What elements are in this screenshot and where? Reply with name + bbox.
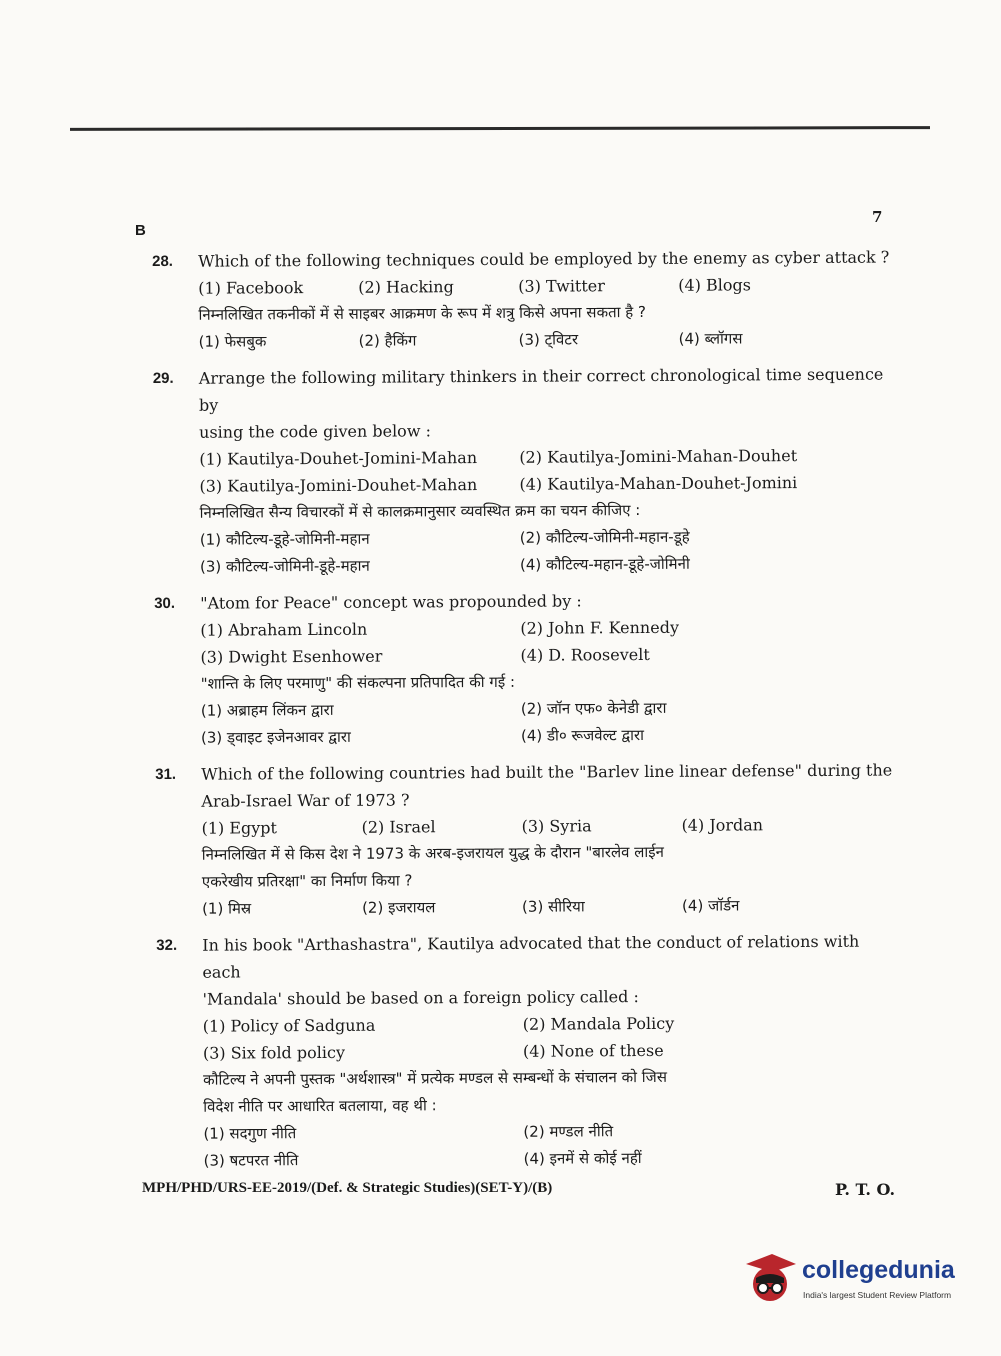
option-4-hindi: (4) इनमें से कोई नहीं	[523, 1149, 642, 1168]
options-hindi	[200, 522, 894, 580]
question-30	[154, 585, 895, 752]
options-hindi	[203, 1116, 897, 1174]
option-1-hindi: (1) कौटिल्य-डूहे-जोमिनी-महान	[199, 529, 370, 549]
option-3: (3) Twitter	[518, 276, 605, 296]
brand-name: collegedunia	[802, 1256, 955, 1284]
option-3-hindi: (3) षटपरत नीति	[203, 1151, 299, 1170]
question-text-hindi-line-2: विदेश नीति पर आधारित बतलाया, वह थी :	[203, 1096, 437, 1116]
question-number: 28.	[152, 252, 173, 270]
question-text-hindi-line-1: कौटिल्य ने अपनी पुस्तक "अर्थशास्त्र" में प्रत्येक मण्डल से सम्बन्धों के संचालन को जिस	[203, 1067, 667, 1089]
option-2: (2) Israel	[361, 817, 436, 837]
question-text-line-2: using the code given below :	[199, 421, 432, 442]
option-3: (3) Six fold policy	[202, 1042, 346, 1063]
option-2: (2) Kautilya-Jomini-Mahan-Douhet	[519, 446, 798, 467]
option-4: (4) Blogs	[678, 275, 752, 295]
option-4: (4) None of these	[522, 1040, 664, 1061]
option-1-hindi: (1) अब्राहम लिंकन द्वारा	[200, 700, 334, 720]
question-text-hindi: निम्नलिखित सैन्य विचारकों में से कालक्रमानुसार व्यवस्थित क्रम का चयन कीजिए :	[199, 501, 641, 522]
question-text: Which of the following techniques could be employed by the enemy as cyber attack ?	[198, 247, 890, 271]
option-1-hindi: (1) मिस्र	[201, 899, 252, 918]
question-text-line-2: 'Mandala' should be based on a foreign policy called :	[202, 987, 639, 1009]
option-3-hindi: (3) ट्विटर	[518, 330, 579, 349]
question-text-hindi-line-2: एकरेखीय प्रतिरक्षा" का निर्माण किया ?	[201, 871, 413, 891]
option-4: (4) Kautilya-Mahan-Douhet-Jomini	[519, 473, 798, 494]
option-1-hindi: (1) फेसबुक	[198, 332, 267, 351]
option-4: (4) Jordan	[681, 815, 764, 835]
option-1: (1) Abraham Lincoln	[200, 619, 368, 640]
option-2: (2) Mandala Policy	[522, 1013, 675, 1034]
question-text-line-1: In his book "Arthashastra", Kautilya advocated that the conduct of relations with each	[202, 931, 860, 982]
option-4-hindi: (4) जॉर्डन	[681, 896, 740, 915]
option-4: (4) D. Roosevelt	[520, 644, 650, 665]
option-3: (3) Dwight Esenhower	[200, 646, 383, 667]
option-1: (1) Kautilya-Douhet-Jomini-Mahan	[199, 448, 478, 469]
options-english	[203, 1008, 897, 1066]
brand-tagline: India's largest Student Review Platform	[803, 1290, 952, 1300]
option-4-hindi: (4) डी० रूजवेल्ट द्वारा	[520, 726, 645, 745]
options-english	[201, 810, 895, 841]
page-number: 7	[872, 208, 883, 226]
question-text-line-1: Arrange the following military thinkers in their correct chronological time sequence by	[198, 364, 884, 415]
question-text-hindi-line-1: निम्नलिखित में से किस देश ने 1973 के अरब-इजरायल युद्ध के दौरान "बारलेव लाईन	[201, 842, 665, 864]
option-2-hindi: (2) कौटिल्य-जोमिनी-महान-डूहे	[519, 527, 690, 547]
option-2: (2) John F. Kennedy	[520, 617, 680, 638]
header-rule	[70, 126, 930, 131]
option-2-hindi: (2) इजरायल	[361, 898, 436, 917]
option-3-hindi: (3) कौटिल्य-जोमिनी-डूहे-महान	[199, 556, 370, 576]
pto-label: P. T. O.	[835, 1180, 896, 1199]
collegedunia-watermark	[742, 1250, 972, 1310]
question-32	[156, 927, 897, 1175]
question-text-hindi: "शान्ति के लिए परमाणु" की संकल्पना प्रतिपादित की गई :	[200, 672, 516, 693]
question-text-hindi: निम्नलिखित तकनीकों में से साइबर आक्रमण के रूप में शत्रु किसे अपना सकता है ?	[198, 302, 647, 324]
option-1-hindi: (1) सदगुण नीति	[203, 1124, 297, 1143]
options-english	[199, 441, 893, 499]
options-english	[200, 612, 894, 670]
set-label: B	[135, 222, 146, 239]
graduate-mascot-icon	[742, 1250, 798, 1306]
question-number: 32.	[156, 936, 178, 954]
options-hindi	[198, 324, 892, 355]
option-3: (3) Kautilya-Jomini-Douhet-Mahan	[199, 475, 478, 496]
question-text-line-2: Arab-Israel War of 1973 ?	[201, 790, 410, 811]
option-1: (1) Facebook	[198, 278, 304, 298]
option-1: (1) Egypt	[201, 818, 277, 838]
question-text-line-1: Which of the following countries had built the "Barlev line linear defense" during the	[201, 760, 893, 784]
option-4-hindi: (4) ब्लॉगस	[678, 329, 743, 348]
question-number: 31.	[155, 765, 177, 783]
question-29	[153, 360, 894, 581]
options-hindi	[201, 693, 895, 751]
question-number: 29.	[152, 369, 174, 387]
options-hindi	[202, 891, 896, 922]
options-english	[198, 270, 892, 301]
option-2: (2) Hacking	[358, 277, 454, 297]
option-1: (1) Policy of Sadguna	[202, 1015, 376, 1036]
option-2-hindi: (2) जॉन एफ० केनेडी द्वारा	[520, 698, 667, 718]
option-3-hindi: (3) ड्वाइट इजेनआवर द्वारा	[200, 727, 351, 747]
question-31	[155, 756, 896, 923]
question-list	[152, 243, 898, 1184]
option-3-hindi: (3) सीरिया	[521, 897, 585, 916]
option-3: (3) Syria	[521, 816, 592, 836]
question-28	[152, 243, 893, 356]
paper-code: MPH/PHD/URS-EE-2019/(Def. & Strategic Studies)(SET-Y)/(B)	[142, 1180, 553, 1196]
question-text: "Atom for Peace" concept was propounded by :	[200, 591, 582, 613]
option-2-hindi: (2) हैकिंग	[358, 331, 417, 350]
option-4-hindi: (4) कौटिल्य-महान-डूहे-जोमिनी	[519, 554, 690, 574]
option-2-hindi: (2) मण्डल नीति	[523, 1122, 614, 1141]
question-number: 30.	[154, 594, 176, 612]
